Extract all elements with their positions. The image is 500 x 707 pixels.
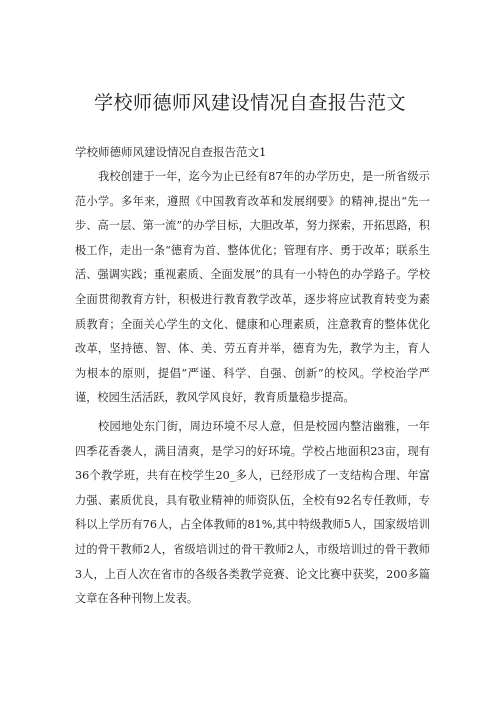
document-subtitle: 学校师德师风建设情况自查报告范文1 — [75, 145, 267, 159]
document-title: 学校师德师风建设情况自查报告范文 — [93, 92, 406, 114]
paragraph-2: 校园地处东门街，周边环境不尽人意，但是校园内整洁幽雅，一年四季花香袭人，满目清爽，是学习的好环境。学校占地面积23亩，现有36个教学班，共有在校学生20_多人，已经形成了一支结构合理、年富力强、素质优良，具有敬业精神的师资队伍，全校有92名专任教师，专科以上学历有76人，占全体教师的81%,其中特级教师5人，国家级培训过的骨干教师2人，省级培训过的骨干教师2人，市级培训过的骨干教师3人，上百人次在省市的各级各类教学竞赛、论文比赛中获奖，200多篇文章在各种刊物上发表。 — [75, 420, 430, 606]
paragraph-1: 我校创建于一年，迄今为止已经有87年的办学历史，是一所省级示范小学。多年来，遵照《中国教育改革和发展纲要》的精神,提出“先一步、高一层、第一流”的办学目标，大胆改革，努力探索，开拓思路，积极工作，走出一条“德育为首、整体优化；管理有序、勇于改革；联系生活、强调实践；重视素质、全面发展”的具有一小特色的办学路子。学校全面贯彻教育方针，积极进行教育教学改革，逐步将应试教育转变为素质教育；全面关心学生的文化、健康和心理素质，注意教育的整体优化改革，坚持德、智、体、美、劳五育并举，德育为先，教学为主，育人为根本的原则，提倡“严谨、科学、自强、创新”的校风。学校治学严谨，校园生活活跃，教风学风良好，教育质量稳步提高。 — [75, 170, 430, 405]
